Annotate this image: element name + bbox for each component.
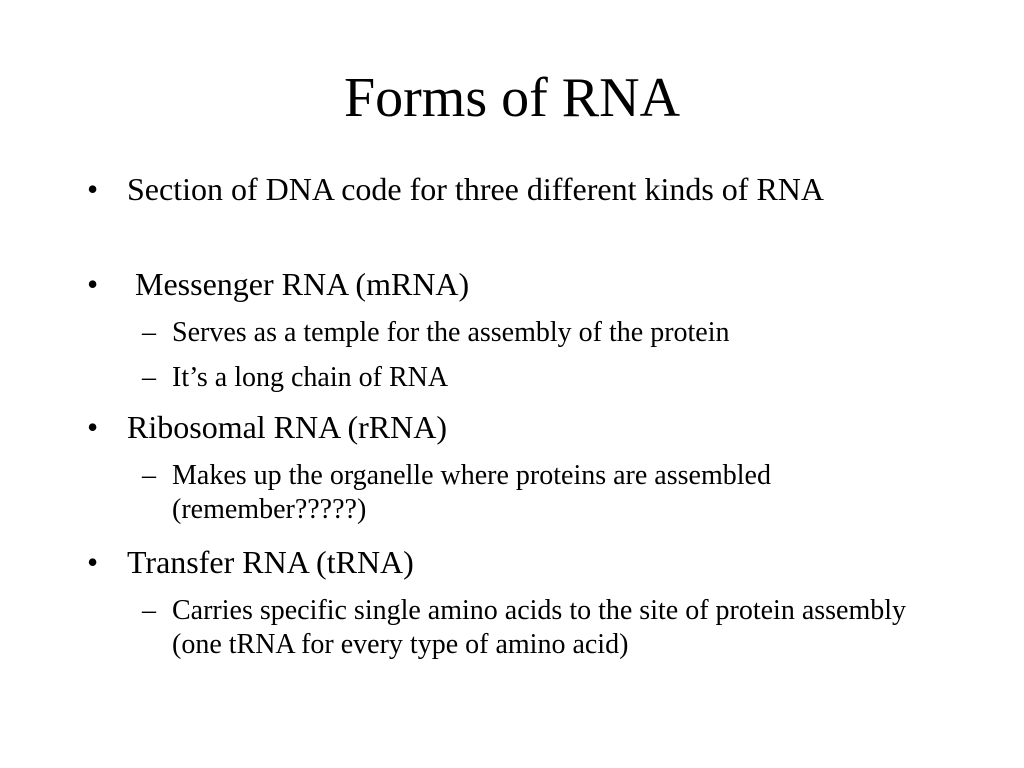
bullet-item — [87, 408, 947, 446]
sub-bullet-text: It’s a long chain of RNA — [172, 362, 449, 393]
bullet-marker: • — [87, 544, 99, 580]
slide-title: Forms of RNA — [343, 67, 681, 129]
sub-bullet-item — [142, 459, 942, 527]
sub-bullet-text: Carries specific single amino acids to the site of protein assembly (one tRNA for every type of amino acid) — [172, 595, 907, 660]
sub-bullet-marker: – — [142, 362, 156, 393]
sub-bullet-marker: – — [142, 595, 156, 626]
sub-bullet-marker: – — [142, 460, 156, 491]
bullet-text: Ribosomal RNA (rRNA) — [127, 409, 447, 445]
sub-bullet-item — [142, 361, 942, 395]
bullet-item — [87, 265, 947, 303]
bullet-item — [87, 543, 947, 581]
bullet-text: Transfer RNA (tRNA) — [127, 544, 414, 580]
bullet-text: Section of DNA code for three different kinds of RNA — [127, 171, 825, 207]
bullet-marker: • — [87, 409, 99, 445]
bullet-text: Messenger RNA (mRNA) — [127, 266, 470, 302]
bullet-marker: • — [87, 171, 99, 207]
sub-bullet-marker: – — [142, 317, 156, 348]
sub-bullet-item — [142, 594, 962, 662]
sub-bullet-text: Makes up the organelle where proteins are assembled (remember?????) — [172, 460, 771, 525]
sub-bullet-item — [142, 316, 942, 350]
bullet-marker: • — [87, 266, 99, 302]
bullet-item — [87, 170, 947, 208]
sub-bullet-text: Serves as a temple for the assembly of the protein — [172, 317, 730, 348]
